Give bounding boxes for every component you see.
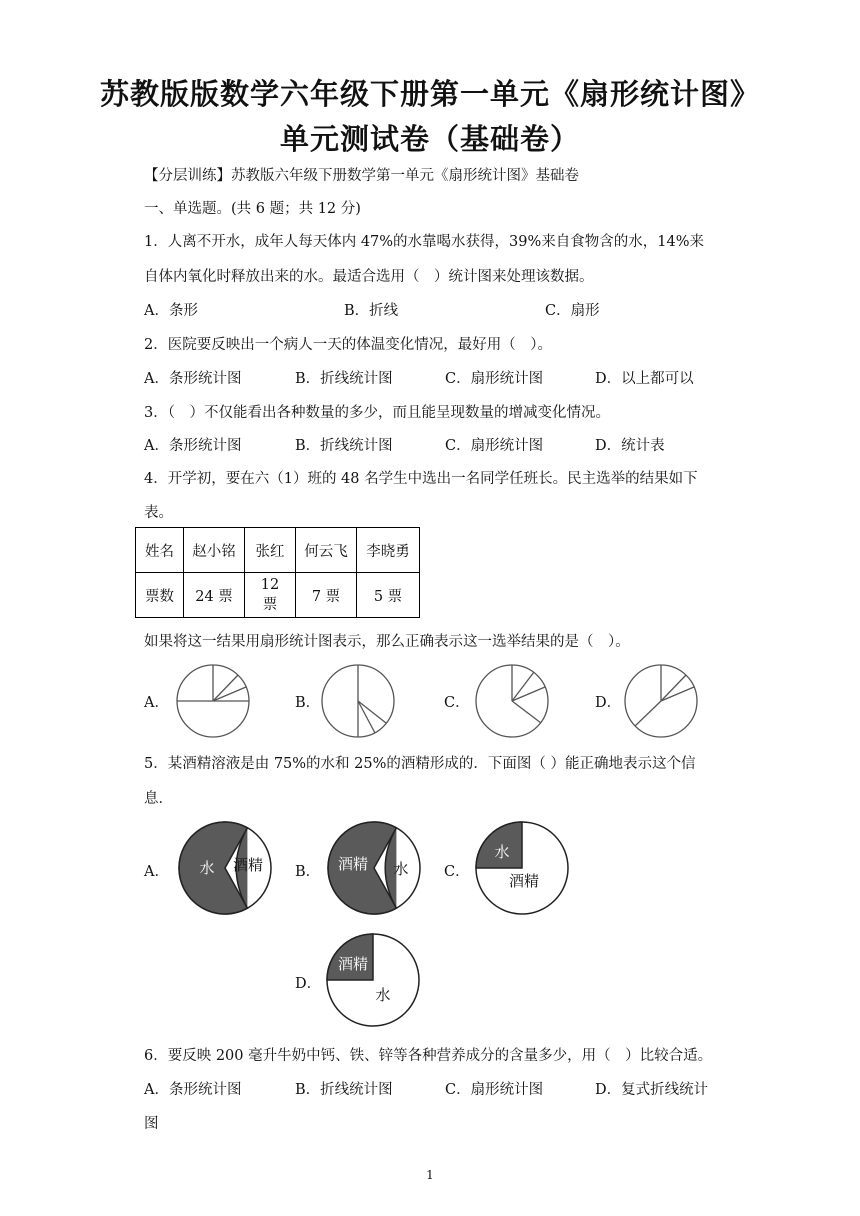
q2-option-c[interactable]: C．扇形统计图 <box>445 371 544 387</box>
page-number: 1 <box>426 1168 434 1182</box>
q4-option-a-label[interactable]: A． <box>144 695 169 711</box>
q4-option-b-label[interactable]: B． <box>295 695 321 711</box>
q5-c-water-label: 水 <box>494 843 510 861</box>
table-cell: 何云飞 <box>296 528 357 573</box>
q5-option-d-label[interactable]: D． <box>295 976 322 992</box>
table-cell: 12 票 <box>245 573 296 618</box>
q6-option-d[interactable]: D．复式折线统计 <box>595 1082 709 1098</box>
q3-option-b[interactable]: B．折线统计图 <box>295 438 393 454</box>
q4-option-b-pie[interactable] <box>320 663 396 739</box>
q5-option-a-label[interactable]: A． <box>144 864 169 880</box>
q6-option-b[interactable]: B．折线统计图 <box>295 1082 393 1098</box>
vote-table <box>135 527 420 618</box>
q4-option-a-pie[interactable] <box>175 663 251 739</box>
q5-b-water-label: 水 <box>393 860 409 878</box>
q6-option-c[interactable]: C．扇形统计图 <box>445 1082 544 1098</box>
q2-option-d[interactable]: D．以上都可以 <box>595 371 694 387</box>
q3-option-a[interactable]: A．条形统计图 <box>144 438 242 454</box>
q5-option-c-pie[interactable] <box>474 820 570 916</box>
q4-option-c-pie[interactable] <box>474 663 550 739</box>
q2-option-b[interactable]: B．折线统计图 <box>295 371 393 387</box>
q4-option-d-pie[interactable] <box>623 663 699 739</box>
doc-title-line2: 单元测试卷（基础卷） <box>279 122 580 156</box>
q1-option-c[interactable]: C．扇形 <box>545 303 600 319</box>
table-cell: 票数 <box>136 573 184 618</box>
table-row <box>136 528 420 573</box>
table-cell: 张红 <box>245 528 296 573</box>
table-cell: 24 票 <box>184 573 245 618</box>
q5-option-b-pie[interactable] <box>326 820 422 916</box>
q5-option-a-pie[interactable] <box>177 820 273 916</box>
q5-a-water-label: 水 <box>199 859 215 877</box>
q5-option-b-label[interactable]: B． <box>295 864 321 880</box>
q4-option-c-label[interactable]: C． <box>444 695 470 711</box>
q2-option-a[interactable]: A．条形统计图 <box>144 371 242 387</box>
q5-d-water-label: 水 <box>375 986 391 1004</box>
q6-text: 6．要反映 200 毫升牛奶中钙、铁、锌等各种营养成分的含量多少，用（ ）比较合适。 <box>144 1048 713 1064</box>
q3-text: 3．（ ）不仅能看出各种数量的多少，而且能呈现数量的增减变化情况。 <box>144 405 610 421</box>
q5-b-alcohol-label: 酒精 <box>337 855 369 873</box>
q6-option-d-wrap: 图 <box>144 1116 159 1132</box>
q1-option-b[interactable]: B．折线 <box>344 303 399 319</box>
q5-option-c-label[interactable]: C． <box>444 864 470 880</box>
q3-option-c[interactable]: C．扇形统计图 <box>445 438 544 454</box>
table-cell: 李晓勇 <box>357 528 420 573</box>
q5-a-alcohol-label: 酒精 <box>232 856 264 874</box>
q5-text-line2: 息． <box>144 791 173 807</box>
q5-c-alcohol-label: 酒精 <box>508 872 540 890</box>
q3-option-d[interactable]: D．统计表 <box>595 438 665 454</box>
doc-title-line1: 苏教版版数学六年级下册第一单元《扇形统计图》 <box>99 77 760 111</box>
table-cell: 5 票 <box>357 573 420 618</box>
table-cell: 姓名 <box>136 528 184 573</box>
section-heading: 一、单选题。(共 6 题；共 12 分) <box>144 201 361 217</box>
q4-after-text: 如果将这一结果用扇形统计图表示，那么正确表示这一选举结果的是（ ）。 <box>144 634 630 650</box>
q4-text-line2: 表。 <box>144 505 173 521</box>
q5-d-alcohol-label: 酒精 <box>337 955 369 973</box>
q5-option-d-pie[interactable] <box>325 932 421 1028</box>
q6-option-a[interactable]: A．条形统计图 <box>144 1082 242 1098</box>
q1-text-line2: 自体内氧化时释放出来的水。最适合选用（ ）统计图来处理该数据。 <box>144 269 594 285</box>
q5-text-line1: 5．某酒精溶液是由 75%的水和 25%的酒精形成的．下面图（ ）能正确地表示这个信 <box>144 756 696 772</box>
q2-text: 2．医院要反映出一个病人一天的体温变化情况，最好用（ ）。 <box>144 337 552 353</box>
table-cell: 7 票 <box>296 573 357 618</box>
table-cell: 赵小铭 <box>184 528 245 573</box>
q1-text-line1: 1．人离不开水，成年人每天体内 47%的水靠喝水获得，39%来自食物含的水，14%来 <box>144 234 705 250</box>
q4-text-line1: 4．开学初，要在六（1）班的 48 名学生中选出一名同学任班长。民主选举的结果如下 <box>144 471 698 487</box>
q1-option-a[interactable]: A．条形 <box>144 303 198 319</box>
table-row <box>136 573 420 618</box>
subtitle: 【分层训练】苏教版六年级下册数学第一单元《扇形统计图》基础卷 <box>144 168 579 184</box>
q4-option-d-label[interactable]: D． <box>595 695 622 711</box>
